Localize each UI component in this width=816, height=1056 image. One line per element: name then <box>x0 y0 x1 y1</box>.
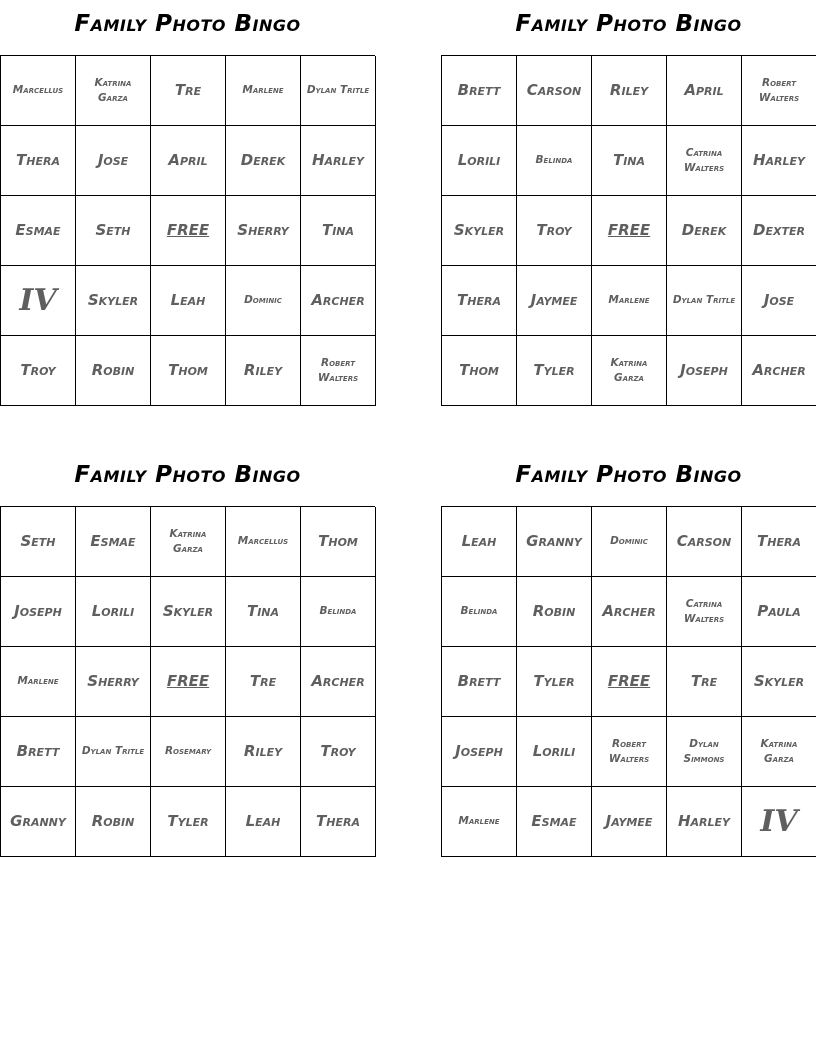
bingo-cell: Robin <box>517 577 592 647</box>
bingo-cell: Dylan Simmons <box>667 717 742 787</box>
bingo-cell: Archer <box>742 336 816 406</box>
bingo-cell: Marlene <box>226 56 301 126</box>
bingo-cell: Brett <box>1 717 76 787</box>
bingo-cell: Riley <box>226 717 301 787</box>
bingo-cell: Robert Walters <box>592 717 667 787</box>
bingo-cell: Robin <box>76 336 151 406</box>
bingo-grid <box>0 506 375 857</box>
free-space-cell: FREE <box>151 647 226 717</box>
bingo-card-3 <box>0 462 375 857</box>
bingo-cell: Leah <box>226 787 301 857</box>
bingo-cell: Tina <box>301 196 376 266</box>
bingo-cell: Sherry <box>226 196 301 266</box>
bingo-cell: Tre <box>151 56 226 126</box>
bingo-cell: Skyler <box>442 196 517 266</box>
bingo-cell: Marlene <box>442 787 517 857</box>
bingo-cell: Riley <box>592 56 667 126</box>
bingo-cell: Jose <box>76 126 151 196</box>
bingo-cell: Skyler <box>742 647 816 717</box>
bingo-cell: IV <box>742 787 816 857</box>
bingo-cell: Dylan Tritle <box>301 56 376 126</box>
bingo-cell: Thera <box>1 126 76 196</box>
bingo-cell: Harley <box>667 787 742 857</box>
bingo-card-2 <box>441 11 816 406</box>
bingo-grid <box>0 55 375 406</box>
bingo-cell: Carson <box>667 507 742 577</box>
bingo-cell: Troy <box>1 336 76 406</box>
bingo-cell: Rosemary <box>151 717 226 787</box>
bingo-cell: Troy <box>517 196 592 266</box>
bingo-cell: Tina <box>592 126 667 196</box>
bingo-cell: Marlene <box>1 647 76 717</box>
bingo-cell: Thera <box>301 787 376 857</box>
bingo-cell: Tyler <box>517 647 592 717</box>
bingo-cell: Robert Walters <box>301 336 376 406</box>
bingo-cell: Tre <box>226 647 301 717</box>
bingo-cell: Harley <box>301 126 376 196</box>
bingo-cell: Dylan Tritle <box>76 717 151 787</box>
bingo-cell: Esmae <box>1 196 76 266</box>
bingo-cell: Tina <box>226 577 301 647</box>
bingo-card-4 <box>441 462 816 857</box>
bingo-cell: Archer <box>301 266 376 336</box>
bingo-cell: Lorili <box>76 577 151 647</box>
bingo-cell: Katrina Garza <box>742 717 816 787</box>
bingo-cell: Riley <box>226 336 301 406</box>
bingo-cell: Marlene <box>592 266 667 336</box>
bingo-cell: Lorili <box>517 717 592 787</box>
bingo-cell: Thom <box>151 336 226 406</box>
bingo-cell: Carson <box>517 56 592 126</box>
card-title: Family Photo Bingo <box>515 462 742 488</box>
bingo-cell: Joseph <box>442 717 517 787</box>
bingo-cell: Granny <box>517 507 592 577</box>
bingo-cell: Dexter <box>742 196 816 266</box>
bingo-cell: Marcellus <box>1 56 76 126</box>
bingo-cell: April <box>667 56 742 126</box>
bingo-cell: Seth <box>76 196 151 266</box>
bingo-cell: Thom <box>442 336 517 406</box>
bingo-cell: Granny <box>1 787 76 857</box>
bingo-cell: Katrina Garza <box>151 507 226 577</box>
bingo-cell: Jaymee <box>592 787 667 857</box>
card-title: Family Photo Bingo <box>515 11 742 37</box>
bingo-cell: Thera <box>742 507 816 577</box>
bingo-cell: Tyler <box>151 787 226 857</box>
bingo-cell: Joseph <box>667 336 742 406</box>
bingo-cell: Dominic <box>592 507 667 577</box>
bingo-cell: Thera <box>442 266 517 336</box>
bingo-cell: Archer <box>592 577 667 647</box>
bingo-cell: Leah <box>442 507 517 577</box>
bingo-cell: Robin <box>76 787 151 857</box>
bingo-cell: Archer <box>301 647 376 717</box>
free-space-cell: FREE <box>151 196 226 266</box>
bingo-grid <box>441 55 816 406</box>
bingo-cell: Derek <box>226 126 301 196</box>
bingo-cell: Joseph <box>1 577 76 647</box>
bingo-cell: Seth <box>1 507 76 577</box>
bingo-cell: IV <box>1 266 76 336</box>
bingo-cell: Dominic <box>226 266 301 336</box>
bingo-cell: Belinda <box>442 577 517 647</box>
bingo-cell: Catrina Walters <box>667 126 742 196</box>
bingo-card-1 <box>0 11 375 406</box>
bingo-cell: Dylan Tritle <box>667 266 742 336</box>
bingo-cell: Jose <box>742 266 816 336</box>
card-title: Family Photo Bingo <box>74 11 301 37</box>
bingo-cell: Esmae <box>76 507 151 577</box>
bingo-grid <box>441 506 816 857</box>
bingo-cell: Belinda <box>301 577 376 647</box>
bingo-cell: Belinda <box>517 126 592 196</box>
bingo-cell: Tre <box>667 647 742 717</box>
bingo-cell: Esmae <box>517 787 592 857</box>
bingo-cell: Thom <box>301 507 376 577</box>
bingo-cell: Robert Walters <box>742 56 816 126</box>
bingo-cell: Leah <box>151 266 226 336</box>
bingo-cell: Troy <box>301 717 376 787</box>
free-space-cell: FREE <box>592 196 667 266</box>
bingo-cell: Skyler <box>76 266 151 336</box>
bingo-cell: Katrina Garza <box>76 56 151 126</box>
bingo-cell: Katrina Garza <box>592 336 667 406</box>
free-space-cell: FREE <box>592 647 667 717</box>
bingo-cell: April <box>151 126 226 196</box>
bingo-cell: Paula <box>742 577 816 647</box>
bingo-cell: Derek <box>667 196 742 266</box>
bingo-cell: Skyler <box>151 577 226 647</box>
bingo-cell: Brett <box>442 56 517 126</box>
bingo-cell: Sherry <box>76 647 151 717</box>
bingo-cell: Marcellus <box>226 507 301 577</box>
bingo-cell: Lorili <box>442 126 517 196</box>
bingo-cell: Tyler <box>517 336 592 406</box>
bingo-cell: Catrina Walters <box>667 577 742 647</box>
bingo-cell: Jaymee <box>517 266 592 336</box>
bingo-cell: Harley <box>742 126 816 196</box>
card-title: Family Photo Bingo <box>74 462 301 488</box>
bingo-cell: Brett <box>442 647 517 717</box>
